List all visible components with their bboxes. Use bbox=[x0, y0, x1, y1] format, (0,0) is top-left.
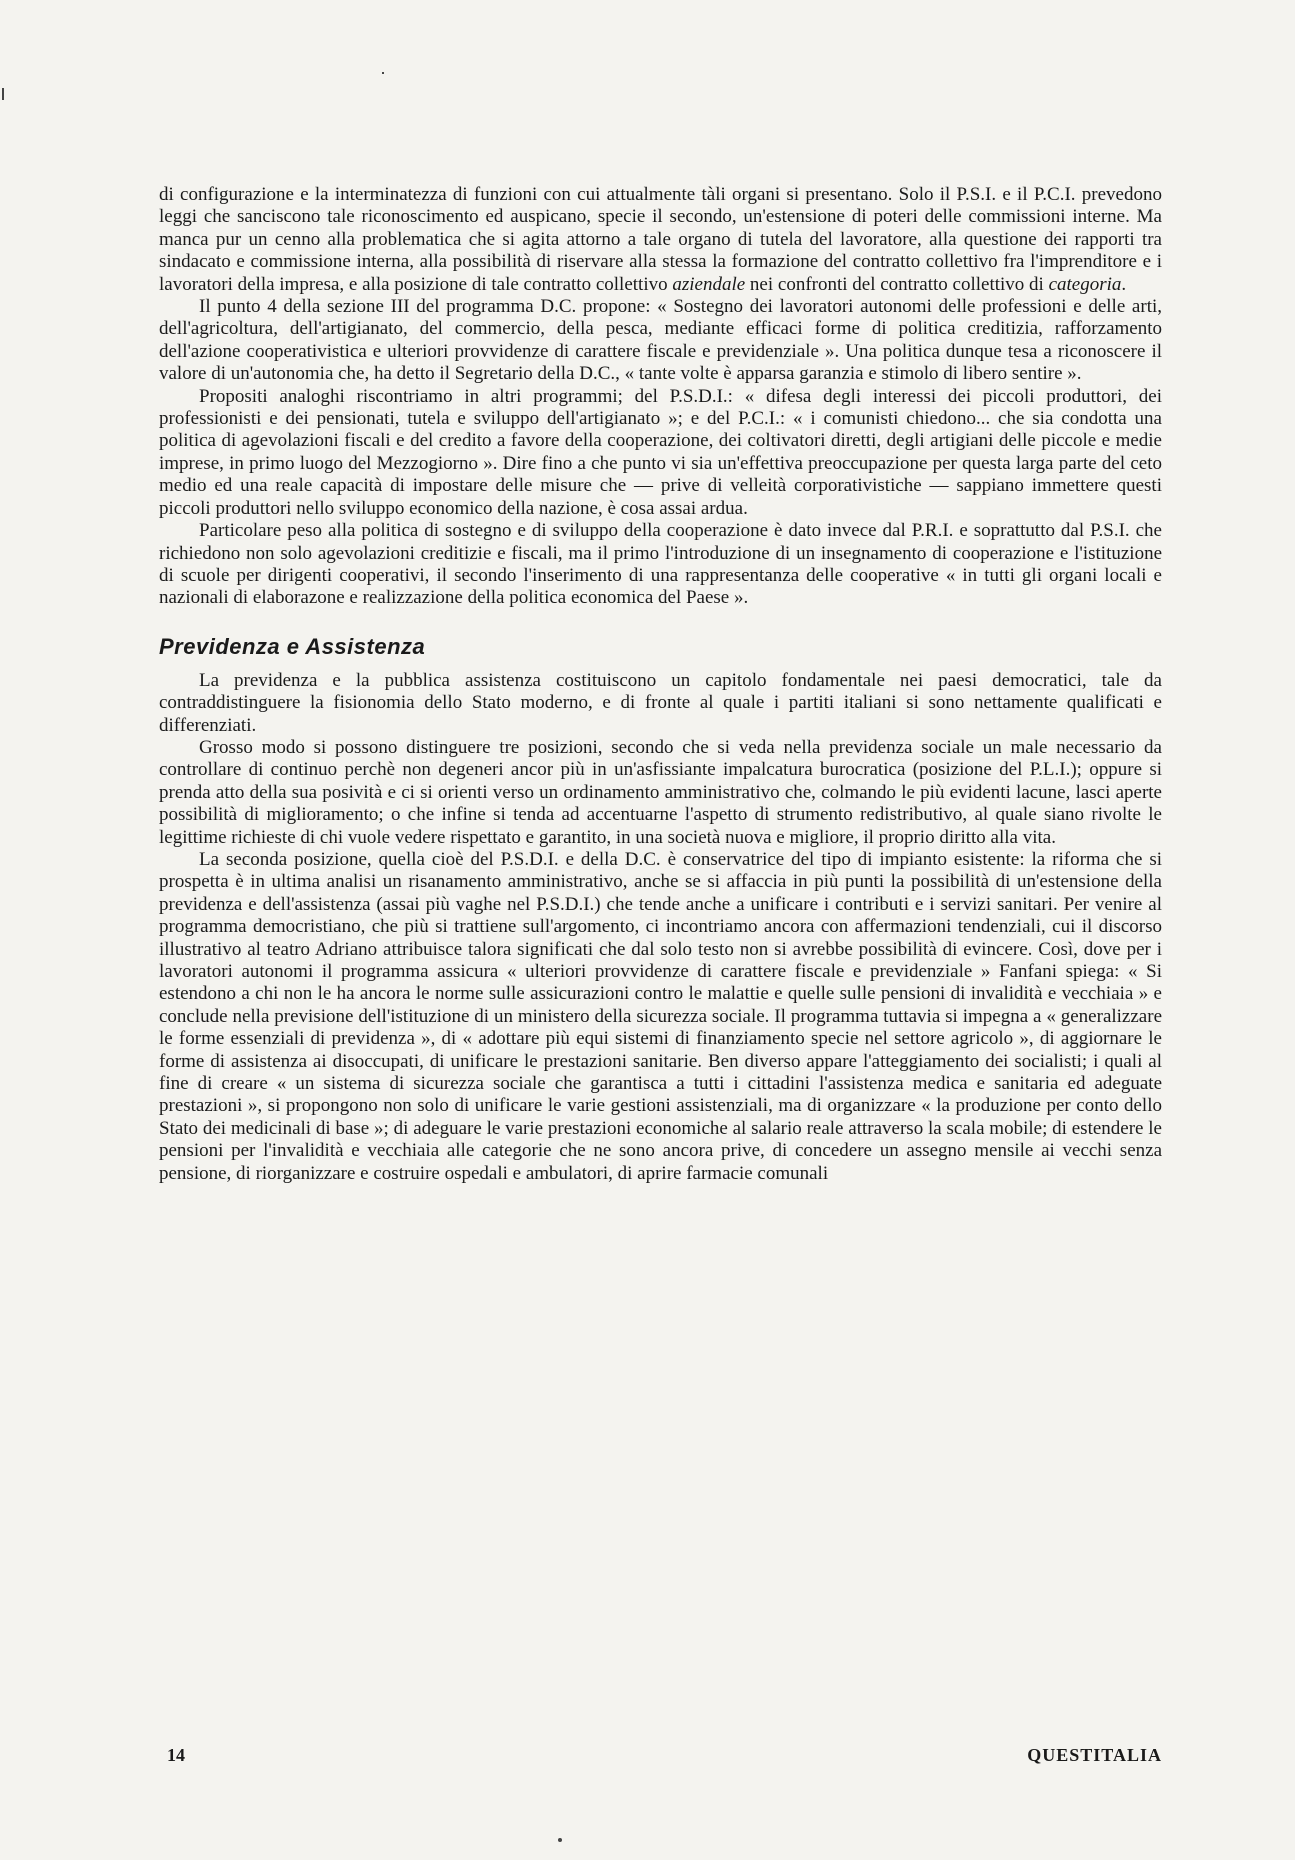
page-content bbox=[159, 184, 1162, 1185]
paragraph-1-em-aziendale: aziendale bbox=[672, 273, 746, 295]
paragraph-1 bbox=[159, 184, 1162, 296]
scan-mark-left bbox=[2, 88, 4, 100]
paragraph-5: La previdenza e la pubblica assistenza costituiscono un capitolo fondamentale nei paesi democratici, tale da contraddistinguere la fisionomia dello Stato moderno, e di fronte al quale i partiti italiani si sono nettamente qualificati e differenziati. bbox=[159, 669, 1162, 736]
text-after-section bbox=[159, 670, 1162, 1185]
paragraph-1-em-categoria: categoria bbox=[1048, 273, 1122, 295]
page-number: 14 bbox=[167, 1745, 185, 1765]
paragraph-2: Il punto 4 della sezione III del programma D.C. propone: « Sostegno dei lavoratori autonomi delle professioni e delle arti, dell'agricoltura, dell'artigianato, del commercio, della pesca, mediante efficaci forme di politica creditizia, rafforzamento dell'azione cooperativistica e ulteriori provvidenze di carattere fiscale e previdenziale ». Una politica dunque tesa a riconoscere il valore di un'autonomia che, ha detto il Segretario della D.C., « tante volte è apparsa garanzia e stimolo di libero sentire ». bbox=[159, 296, 1162, 385]
paragraph-1-end: . bbox=[1121, 273, 1127, 295]
journal-name: QUESTITALIA bbox=[1027, 1745, 1162, 1765]
page-footer bbox=[159, 1745, 1162, 1769]
scan-mark-top bbox=[382, 72, 384, 74]
scan-mark-bottom bbox=[558, 1838, 562, 1842]
section-heading: Previdenza e Assistenza bbox=[159, 633, 426, 659]
paragraph-6: Grosso modo si possono distinguere tre posizioni, secondo che si veda nella previdenza sociale un male necessario da controllare di continuo perchè non degeneri ancor più in un'asfissiante impalcatura burocratica (posizione del P.L.I.); oppure si prenda atto della sua posività e ci si orienti verso un ordinamento amministrativo che, colmando le più evidenti lacune, lasci aperte possibilità di miglioramento; o che infine si tenda ad accentuarne l'aspetto di strumento redistributivo, al quale siano rivolte le legittime richieste di chi vuole vedere rispettato e garantito, in una società nuova e migliore, il proprio diritto alla vita. bbox=[159, 736, 1162, 848]
text-before-section bbox=[159, 184, 1162, 610]
paragraph-3: Propositi analoghi riscontriamo in altri programmi; del P.S.D.I.: « difesa degli interessi dei piccoli produttori, dei professionisti e dei pensionati, tutela e sviluppo dell'artigianato »; e del P.C.I.: « i comunisti chiedono... che sia condotta una politica di agevolazioni fiscali e del credito a favore della cooperazione, dei coltivatori diretti, degli artigiani delle piccole e medie imprese, in primo luogo del Mezzogiorno ». Dire fino a che punto vi sia un'effettiva preoccupazione per questa larga parte del ceto medio ed una reale capacità di impostare delle misure che — prive di velleità corporativistiche — sappiano immettere questi piccoli produttori nello sviluppo economico della nazione, è cosa assai ardua. bbox=[159, 385, 1162, 519]
paragraph-7: La seconda posizione, quella cioè del P.S.D.I. e della D.C. è conservatrice del tipo di impianto esistente: la riforma che si prospetta è in ultima analisi un risanamento amministrativo, anche se si affaccia in più punti la possibilità di un'estensione della previdenza e dell'assistenza (assai più vaghe nel P.S.D.I.) che tende anche a unificare i contributi e i servizi sanitari. Per venire al programma democristiano, che più si trattiene sull'argomento, ci incontriamo ancora con affermazioni tendenziali, cui il discorso illustrativo al teatro Adriano attribuisce talora significati che dal solo testo non si avrebbe possibilità di evincere. Così, dove per i lavoratori autonomi il programma assicura « ulteriori provvidenze di carattere fiscale e previdenziale » Fanfani spiega: « Si estendono a chi non le ha ancora le norme sulle assicurazioni contro le malattie e quelle sulle pensioni di invalidità e vecchiaia » e conclude nella previsione dell'istituzione di un ministero della sicurezza sociale. Il programma tuttavia si impegna a « generalizzare le forme essenziali di previdenza », di « adottare più equi sistemi di finanziamento specie nel settore agricolo », di aggiornare le forme di assistenza ai disoccupati, di unificare le prestazioni sanitarie. Ben diverso appare l'atteggiamento dei socialisti; i quali al fine di creare « un sistema di sicurezza sociale che garantisca a tutti i cittadini l'assistenza medica e sanitaria ed adeguate prestazioni », si propongono non solo di unificare le varie gestioni assistenziali, ma di organizzare « la produzione per conto dello Stato dei medicinali di base »; di adeguare le varie prestazioni economiche al salario reale attraverso la scala mobile; di estendere le pensioni per l'invalidità e vecchiaia alle categorie che ne sono ancora prive, di concedere un assegno mensile ai vecchi senza pensione, di riorganizzare e costruire ospedali e ambulatori, di aprire farmacie comunali bbox=[159, 848, 1162, 1184]
paragraph-1-text: di configurazione e la interminatezza di funzioni con cui attualmente tàli organi si presentano. Solo il P.S.I. e il P.C.I. prevedono leggi che sanciscono tale riconoscimento ed auspicano, specie il secondo, un'estensione di poteri delle commissioni interne. Ma manca pur un cenno alla problematica che si agita attorno a tale organo di tutela del lavoratore, alla questione dei rapporti tra sindacato e commissione interna, alla possibilità di riservare alla stessa la formazione del contratto collettivo fra l'imprenditore e i lavoratori della impresa, e alla posizione di tale contratto collettivo bbox=[159, 184, 1162, 295]
paragraph-1-mid: nei confronti del contratto collettivo di bbox=[745, 273, 1049, 295]
paragraph-4: Particolare peso alla politica di sostegno e di sviluppo della cooperazione è dato invece dal P.R.I. e soprattutto dal P.S.I. che richiedono non solo agevolazioni creditizie e fiscali, ma il primo l'introduzione di un insegnamento di cooperazione e l'istituzione di scuole per dirigenti cooperativi, il secondo l'inserimento di una rappresentanza delle cooperative « in tutti gli organi locali e nazionali di elaborazone e realizzazione della politica economica del Paese ». bbox=[159, 520, 1162, 609]
